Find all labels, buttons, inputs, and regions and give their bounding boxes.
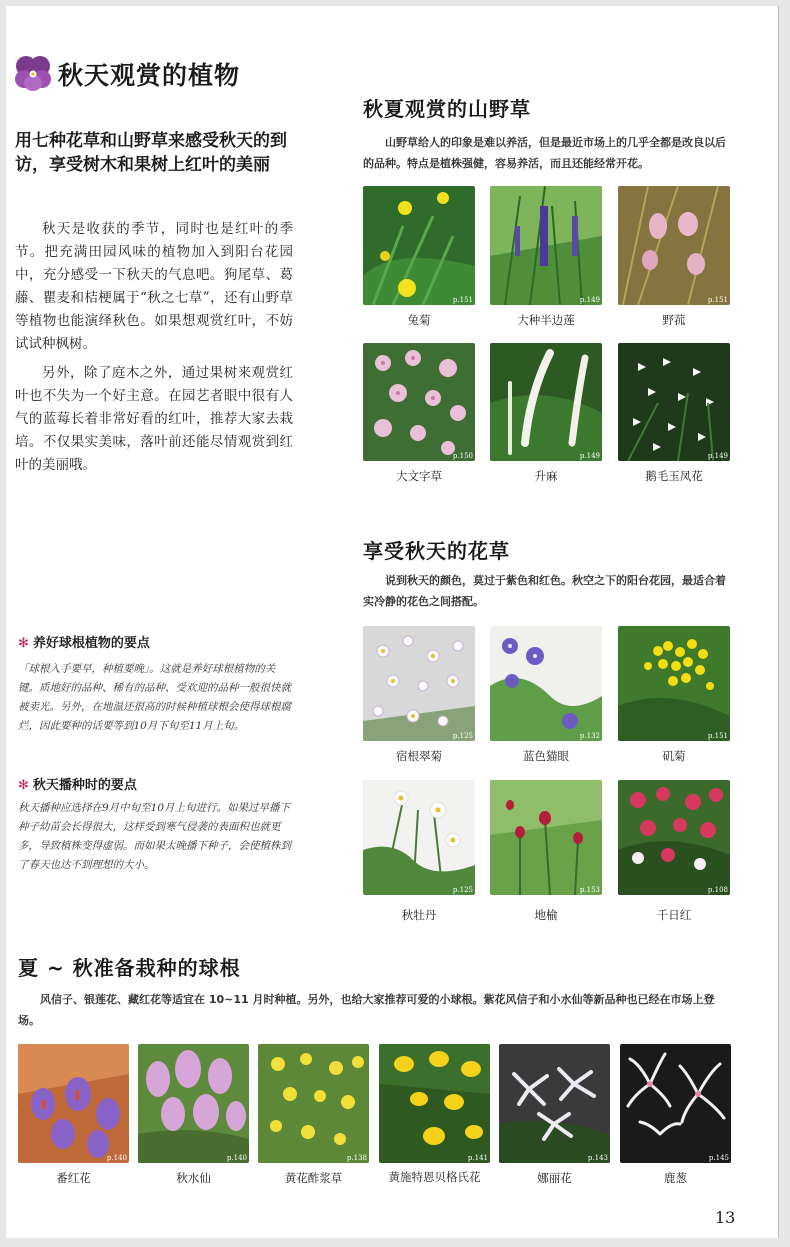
- page-ref: p.149: [707, 452, 728, 460]
- photo-caption: 野菰: [662, 313, 686, 327]
- photo-caption: 鹅毛玉凤花: [645, 469, 703, 483]
- photo-fanhonghua: [18, 1044, 129, 1163]
- page-ref: p.140: [226, 1154, 247, 1162]
- photo-caption: 宿根翠菊: [396, 749, 442, 763]
- wild-section-title: 秋夏观赏的山野草: [363, 97, 531, 121]
- photo-caption: 鹿葱: [664, 1171, 687, 1185]
- page-ref: p.138: [346, 1154, 367, 1162]
- section-title: 秋天观赏的植物: [58, 61, 241, 90]
- intro-paragraph: 另外，除了庭木之外，通过果树来观赏红叶也不失为一个好主意。在园艺者眼中很有人气的蓝莓长着非常好看的红叶，推荐大家去栽培。不仅果实美味，落叶前还能尽情观赏到红叶的美丽哦。: [15, 365, 293, 473]
- pansy-icon: [14, 54, 52, 92]
- photo-caption: 大文字草: [396, 469, 442, 483]
- photo-yegu: [618, 186, 730, 305]
- photo-qianrihong: [618, 780, 730, 895]
- photo-caption: 黄施特恩贝格氏花: [388, 1170, 481, 1184]
- page-ref: p.151: [707, 732, 728, 740]
- photo-caption: 兔菊: [407, 313, 431, 327]
- page-ref: p.125: [452, 886, 473, 894]
- intro-body: [15, 218, 293, 483]
- photo-caption: 番红花: [56, 1171, 91, 1185]
- photo-lanse-maoyan: [490, 626, 602, 741]
- page-ref: p.143: [587, 1154, 608, 1162]
- photo-caption: 千日红: [656, 908, 692, 922]
- photo-caption: 黄花酢浆草: [284, 1171, 343, 1185]
- bulbs-section-desc: 风信子、银莲花、藏红花等适宜在 10~11 月时种植。另外，也给大家推荐可爱的小球根。紫花风信子和小水仙等新品种也已经在市场上登场。: [18, 993, 715, 1027]
- flowers-section-desc: 说到秋天的颜色，莫过于紫色和红色。秋空之下的阳台花园，最适合着实冷静的花色之间搭配。: [363, 574, 726, 608]
- page-ref: p.141: [467, 1154, 488, 1162]
- photo-nalihua: [499, 1044, 610, 1163]
- photo-caption: 蓝色猫眼: [523, 749, 569, 763]
- photo-tuju: [363, 186, 475, 305]
- page-ref: p.132: [579, 732, 600, 740]
- photo-qiumudan: [363, 780, 475, 895]
- photo-caption: 升麻: [534, 469, 558, 483]
- bulbs-section-title: 夏 ~ 秋准备栽种的球根: [18, 956, 241, 980]
- page-ref: p.108: [707, 886, 728, 894]
- page-ref: p.151: [707, 296, 728, 304]
- intro-paragraph: 秋天是收获的季节，同时也是红叶的季节。把充满田园风味的植物加入到阳台花园中，充分感受一下秋天的气息吧。狗尾草、葛藤、瞿麦和桔梗属于“秋之七草”，还有山野草等植物也能演绎秋色。如果想观赏红叶，不妨试试种枫树。: [15, 221, 293, 352]
- asterisk-icon: ✻: [18, 778, 29, 793]
- page-ref: p.153: [579, 886, 600, 894]
- tip-text: 「球根入手要早，种植要晚」。这就是养好球根植物的关键。质地好的品种、稀有的品种、受欢迎的品种一般很快就被卖光。另外，在地温还很高的时候种植球根会使得球根腐烂，因此要种的话要等到10月下旬至11月上旬。: [18, 663, 291, 732]
- asterisk-icon: ✻: [18, 636, 29, 651]
- lead-text: 用七种花草和山野草来感受秋天的到访，享受树木和果树上红叶的美丽: [15, 131, 287, 175]
- tip-title-text: 养好球根植物的要点: [32, 636, 150, 651]
- page-ref: p.125: [452, 732, 473, 740]
- photo-emaoyufenghua: [618, 343, 730, 461]
- tip-title-text: 秋天播种时的要点: [32, 778, 137, 793]
- photo-caption: 秋水仙: [176, 1171, 211, 1185]
- tip-title: [18, 774, 137, 793]
- photo-dawenzicao: [363, 343, 475, 461]
- photo-huanghua-cujiangcao: [258, 1044, 369, 1163]
- page-ref: p.149: [579, 296, 600, 304]
- photo-caption: 地榆: [534, 908, 558, 922]
- photo-qiushuixian: [138, 1044, 249, 1163]
- page-ref: p.140: [106, 1154, 127, 1162]
- page-ref: p.150: [452, 452, 473, 460]
- photo-shengma: [490, 343, 602, 461]
- photo-caption: 秋牡丹: [401, 908, 437, 922]
- photo-sugen-cuiju: [363, 626, 475, 741]
- tip-title: [18, 632, 150, 651]
- flowers-section-title: 享受秋天的花草: [363, 539, 510, 563]
- photo-jiju: [618, 626, 730, 741]
- page-ref: p.145: [708, 1154, 729, 1162]
- page-ref: p.149: [579, 452, 600, 460]
- photo-caption: 矶菊: [662, 749, 686, 763]
- photo-caption: 娜丽花: [537, 1171, 572, 1185]
- photo-diyu: [490, 780, 602, 895]
- photo-caption: 大种半边莲: [517, 313, 575, 327]
- photo-lobelia: [490, 186, 602, 305]
- photo-lucong: [620, 1044, 731, 1163]
- photo-shiteenbeige: [379, 1044, 490, 1163]
- wild-section-desc: 山野草给人的印象是难以养活，但是最近市场上的几乎全都是改良以后的品种。特点是植株强健，容易养活，而且还能经常开花。: [363, 136, 726, 170]
- tip-text: 秋天播种应选择在9月中旬至10月上旬进行。如果过早播下种子幼苗会长得很大，这样受到寒气侵袭的表面积也就更多，导致植株变得虚弱。而如果太晚播下种子，会使植株到了春天也达不到理想的大小。: [18, 802, 291, 871]
- page-ref: p.151: [452, 296, 473, 304]
- page-number: 13: [715, 1208, 736, 1227]
